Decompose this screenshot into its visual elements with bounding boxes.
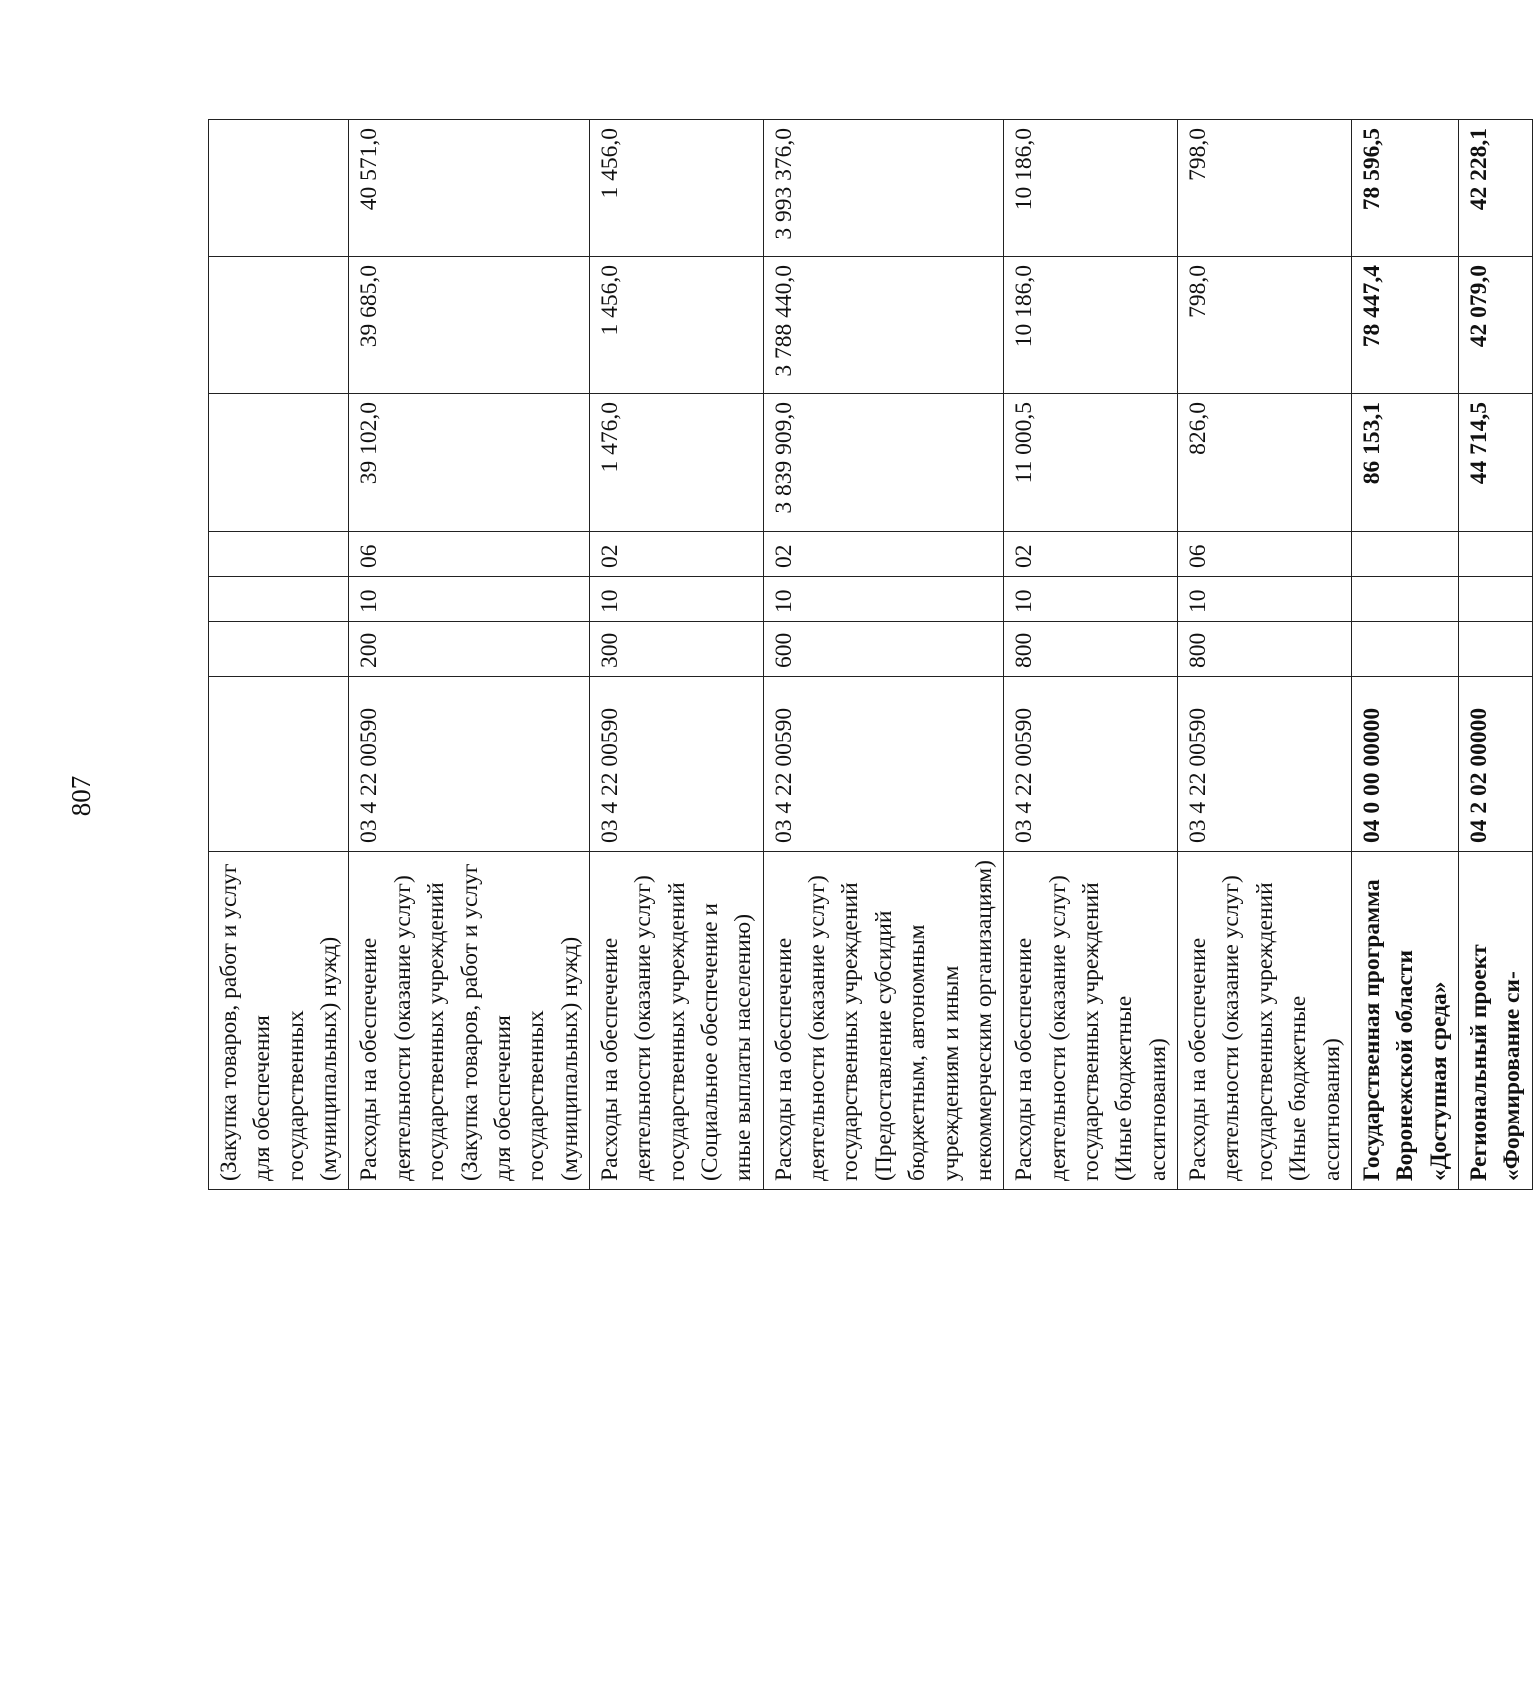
- row-pr: 06: [1178, 532, 1352, 577]
- row-pr: [1351, 532, 1458, 577]
- row-rz: 10: [763, 577, 1004, 622]
- row-rz: [1458, 577, 1532, 622]
- row-value-2: 3 788 440,0: [763, 257, 1004, 394]
- row-value-1: 86 153,1: [1351, 394, 1458, 532]
- row-csr: 03 4 22 00590: [763, 677, 1004, 852]
- row-name: Расходы на обеспечение деятельности (оказание услуг) государственных учреждений (Иные бюджетные ассигнования): [1004, 852, 1178, 1190]
- row-name: Расходы на обеспечение деятельности (оказание услуг) государственных учреждений (Предоставление субсидий бюджетным, автономным учреждениям и иным некоммерческим организациям): [763, 852, 1004, 1190]
- row-pr: 06: [349, 532, 590, 577]
- row-rz: 10: [589, 577, 763, 622]
- row-value-2: 78 447,4: [1351, 257, 1458, 394]
- row-value-3: 1 456,0: [589, 120, 763, 257]
- row-value-1: 826,0: [1178, 394, 1352, 532]
- table-row: [349, 120, 590, 1190]
- row-name: (Закупка товаров, работ и услуг для обеспечения государственных (муниципальных) нужд): [209, 852, 349, 1190]
- row-vr: 800: [1004, 622, 1178, 677]
- row-vr: 800: [1178, 622, 1352, 677]
- row-value-2: 42 079,0: [1458, 257, 1532, 394]
- row-rz: 10: [1004, 577, 1178, 622]
- row-value-1: 39 102,0: [349, 394, 590, 532]
- table-row: [763, 120, 1004, 1190]
- row-value-2: [209, 257, 349, 394]
- row-csr: 03 4 22 00590: [1178, 677, 1352, 852]
- table-row: [589, 120, 763, 1190]
- table-row: [209, 120, 349, 1190]
- row-vr: [1458, 622, 1532, 677]
- budget-table: [208, 119, 1533, 1190]
- row-pr: 02: [763, 532, 1004, 577]
- row-csr: 04 2 02 00000: [1458, 677, 1532, 852]
- row-value-3: 40 571,0: [349, 120, 590, 257]
- row-value-3: 42 228,1: [1458, 120, 1532, 257]
- row-value-3: 78 596,5: [1351, 120, 1458, 257]
- page-number: 807: [66, 775, 96, 817]
- row-rz: [209, 577, 349, 622]
- row-value-3: 3 993 376,0: [763, 120, 1004, 257]
- row-value-1: 11 000,5: [1004, 394, 1178, 532]
- row-vr: 600: [763, 622, 1004, 677]
- row-value-1: 1 476,0: [589, 394, 763, 532]
- row-csr: 03 4 22 00590: [589, 677, 763, 852]
- row-vr: [1351, 622, 1458, 677]
- row-csr: 03 4 22 00590: [1004, 677, 1178, 852]
- row-name: Государственная программа Воронежской области «Доступная среда»: [1351, 852, 1458, 1190]
- row-value-1: 44 714,5: [1458, 394, 1532, 532]
- row-value-3: [209, 120, 349, 257]
- row-value-2: 798,0: [1178, 257, 1352, 394]
- row-value-1: [209, 394, 349, 532]
- row-vr: 200: [349, 622, 590, 677]
- table-row: [1458, 120, 1532, 1190]
- table-row: [1178, 120, 1352, 1190]
- row-vr: 300: [589, 622, 763, 677]
- row-csr: [209, 677, 349, 852]
- row-name: Расходы на обеспечение деятельности (оказание услуг) государственных учреждений (Социальное обеспечение и иные выплаты населению): [589, 852, 763, 1190]
- row-value-2: 1 456,0: [589, 257, 763, 394]
- row-pr: 02: [1004, 532, 1178, 577]
- row-rz: 10: [349, 577, 590, 622]
- row-value-2: 10 186,0: [1004, 257, 1178, 394]
- row-value-3: 10 186,0: [1004, 120, 1178, 257]
- row-name: Расходы на обеспечение деятельности (оказание услуг) государственных учреждений (Иные бюджетные ассигнования): [1178, 852, 1352, 1190]
- row-rz: [1351, 577, 1458, 622]
- table-row: [1004, 120, 1178, 1190]
- table-row: [1351, 120, 1458, 1190]
- row-vr: [209, 622, 349, 677]
- rotated-budget-table: [208, 120, 1526, 1190]
- row-pr: 02: [589, 532, 763, 577]
- row-pr: [1458, 532, 1532, 577]
- row-value-3: 798,0: [1178, 120, 1352, 257]
- row-name: Региональный проект «Формирование си-: [1458, 852, 1532, 1190]
- row-name: Расходы на обеспечение деятельности (оказание услуг) государственных учреждений (Закупка товаров, работ и услуг для обеспечения государственных (муниципальных) нужд): [349, 852, 590, 1190]
- row-value-2: 39 685,0: [349, 257, 590, 394]
- row-rz: 10: [1178, 577, 1352, 622]
- row-csr: 03 4 22 00590: [349, 677, 590, 852]
- row-csr: 04 0 00 00000: [1351, 677, 1458, 852]
- row-pr: [209, 532, 349, 577]
- row-value-1: 3 839 909,0: [763, 394, 1004, 532]
